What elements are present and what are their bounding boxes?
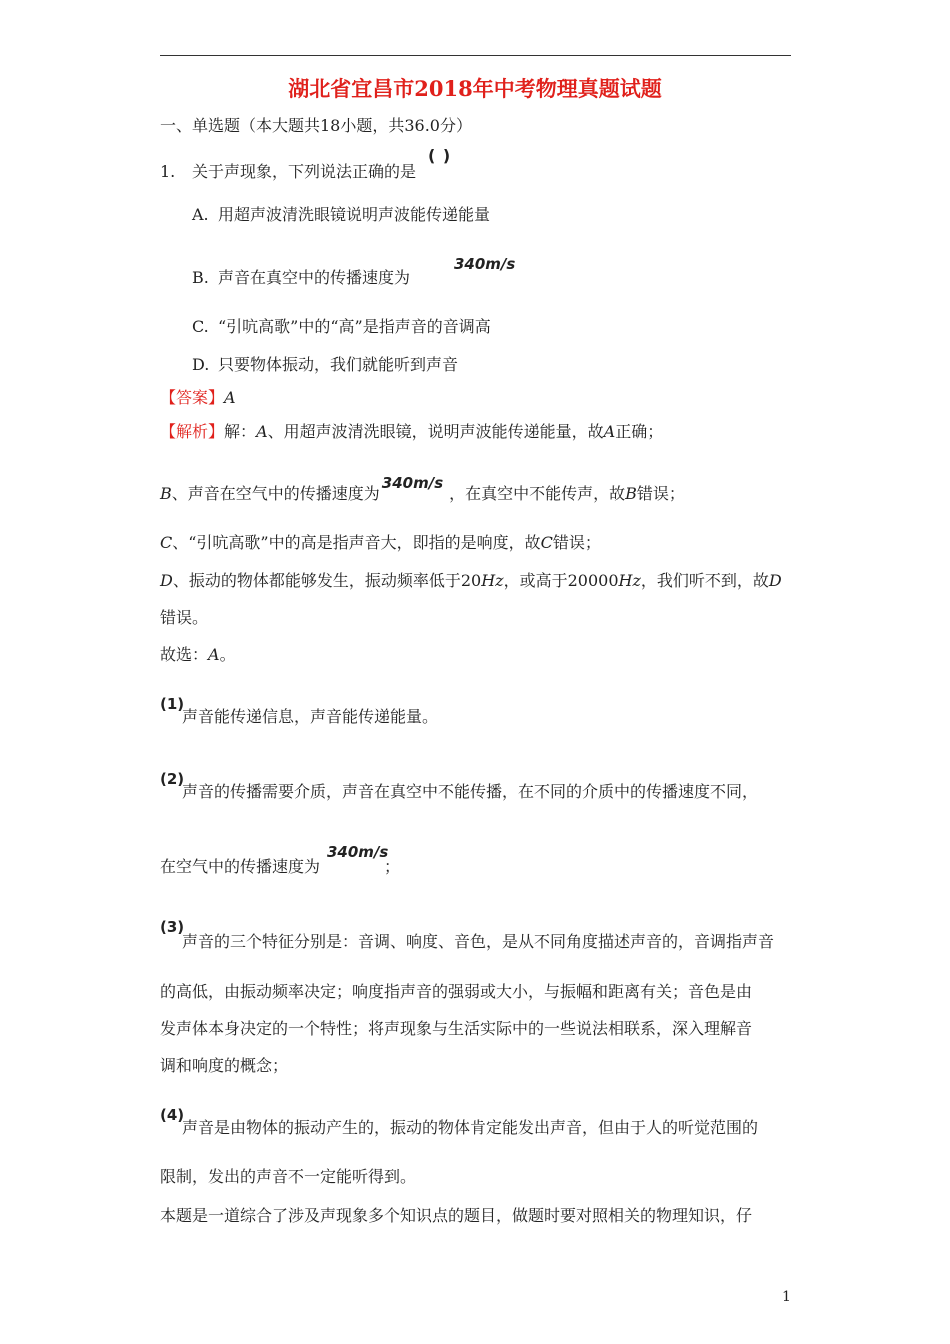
question-number: 1. — [160, 162, 176, 181]
analysis-line-d: D、振动的物体都能够发生，振动频率低于20Hz，或高于20000Hz，我们听不到，故D — [160, 571, 782, 590]
point-2-marker: (2) — [160, 770, 185, 788]
answer-value: A — [224, 388, 236, 407]
point-1-text: 声音能传递信息，声音能传递能量。 — [182, 707, 439, 726]
point-4-marker: (4) — [160, 1106, 185, 1124]
option-b-label: B. — [192, 268, 209, 287]
point-3-line-1: 的高低，由振动频率决定；响度指声音的强弱或大小，与振幅和距离有关；音色是由 — [160, 982, 753, 1001]
point-3-line-3: 调和响度的概念； — [160, 1056, 289, 1075]
answer-line — [160, 388, 236, 408]
analysis-tag-open: 【 — [160, 422, 177, 441]
answer-tag-close: 】 — [208, 388, 225, 407]
answer-blank: ( ) — [428, 146, 452, 165]
analysis-line-a: 【解析】解：A、用超声波清洗眼镜，说明声波能传递能量，故A正确； — [160, 422, 664, 441]
point-2-math: 340m/s — [327, 843, 389, 861]
point-4-cont: 限制，发出的声音不一定能听得到。 — [160, 1167, 417, 1186]
point-4-text: 声音是由物体的振动产生的，振动的物体肯定能发出声音，但由于人的听觉范围的 — [182, 1118, 759, 1137]
summary-text: 本题是一道综合了涉及声现象多个知识点的题目，做题时要对照相关的物理知识，仔 — [160, 1206, 753, 1225]
analysis-tag-close: 】 — [208, 422, 225, 441]
analysis-choose: 故选：A。 — [160, 645, 236, 664]
point-3-marker: (3) — [160, 918, 185, 936]
point-1-marker: (1) — [160, 695, 185, 713]
question-stem: 关于声现象，下列说法正确的是 — [192, 162, 417, 181]
option-d-text: 只要物体振动，我们就能听到声音 — [218, 355, 459, 374]
section-heading: 一、单选题（本大题共18小题，共36.0分） — [160, 116, 472, 135]
analysis-line-b: B、声音在空气中的传播速度为340m/s，在真空中不能传声，故B错误； — [160, 474, 685, 503]
page-number: 1 — [782, 1289, 791, 1305]
point-3-line-2: 发声体本身决定的一个特性；将声现象与生活实际中的一些说法相联系，深入理解音 — [160, 1019, 753, 1038]
analysis-math-speed: 340m/s — [381, 474, 444, 492]
document-title: 湖北省宜昌市2018年中考物理真题试题 — [288, 76, 662, 101]
analysis-line-c: C、“引吭高歌”中的高是指声音大，即指的是响度，故C错误； — [160, 533, 601, 552]
answer-tag-open: 【 — [160, 388, 177, 407]
option-a-text: 用超声波清洗眼镜说明声波能传递能量 — [218, 205, 491, 224]
analysis-line-d-cont: 错误。 — [160, 608, 209, 627]
option-b-math: 340m/s — [454, 255, 516, 273]
point-2-text: 声音的传播需要介质，声音在真空中不能传播，在不同的介质中的传播速度不同， — [182, 782, 759, 801]
point-2-cont: 在空气中的传播速度为 — [160, 857, 321, 876]
option-c-label: C. — [192, 317, 209, 336]
header-rule — [160, 55, 791, 56]
analysis-tag: 解析 — [176, 422, 209, 441]
option-b-text: 声音在真空中的传播速度为 — [218, 268, 411, 287]
option-a-label: A. — [192, 205, 209, 224]
point-2-end: ； — [384, 857, 401, 876]
answer-tag: 答案 — [176, 388, 209, 407]
point-3-text: 声音的三个特征分别是：音调、响度、音色，是从不同角度描述声音的，音调指声音 — [182, 932, 775, 951]
option-c-text: “引吭高歌”中的“高”是指声音的音调高 — [218, 317, 491, 336]
option-d-label: D. — [192, 355, 210, 374]
